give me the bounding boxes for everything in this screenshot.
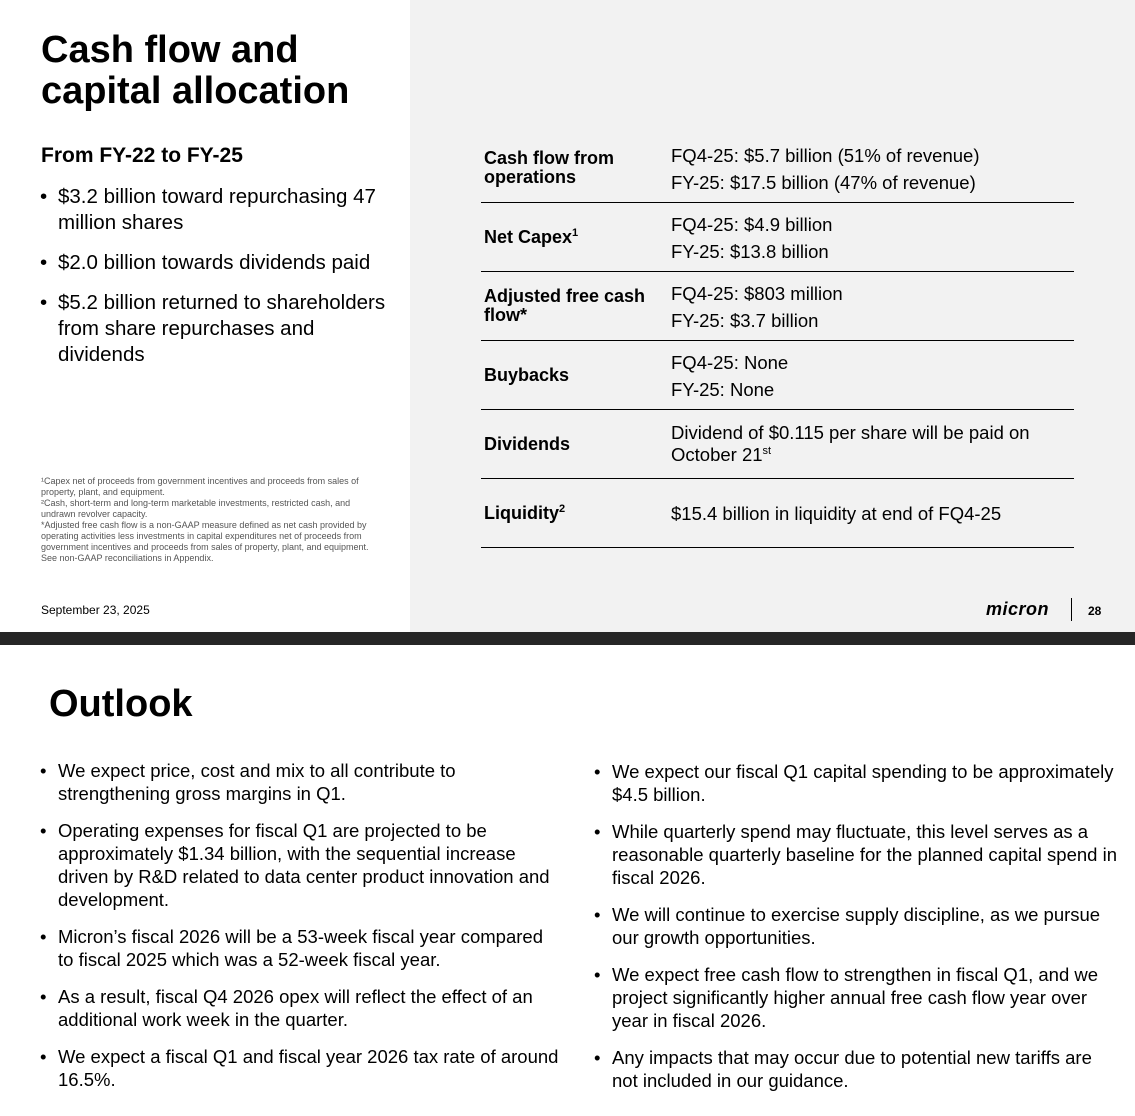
summary-bullet-list [40,184,400,382]
bullet-item: • As a result, fiscal Q4 2026 opex will reflect the effect of an additional work week in the quarter. [40,985,560,1031]
row-values [671,280,1071,334]
footnote: ²Cash, short-term and long-term marketable investments, restricted cash, and undrawn revolver capacity. [41,498,351,519]
footnotes [41,476,371,564]
slide-title: Cash flow and capital allocation [41,29,350,112]
table-row-net-capex [481,203,1074,272]
row-value: FY-25: $17.5 billion (47% of revenue) [671,172,976,193]
micron-logo: micron [986,599,1050,619]
row-value: Dividend of $0.115 per share will be paid on October 21 [671,422,1030,465]
row-value: FY-25: $3.7 billion [671,310,819,331]
table-row-adjusted-fcf [481,272,1074,341]
outlook-slide [0,645,1135,1116]
row-label: Net Capex$^1$ [484,227,579,247]
bullet-item: • $5.2 billion returned to shareholders from share repurchases and dividends [40,290,400,368]
table-row-dividends [481,410,1074,479]
row-values [671,142,1071,196]
outlook-left-bullets [40,759,560,1105]
row-value: FQ4-25: $5.7 billion (51% of revenue) [671,145,980,166]
bullet-item: • $3.2 billion toward repurchasing 47 million shares [40,184,400,236]
bullet-item: • While quarterly spend may fluctuate, this level serves as a reasonable quarterly baseline for the planned capital spend in fiscal 2026. [594,820,1119,889]
bullet-item: • We expect free cash flow to strengthen in fiscal Q1, and we project significantly higher annual free cash flow year over year in fiscal 2026. [594,963,1119,1032]
slide-subtitle: From FY-22 to FY-25 [41,144,243,167]
bullet-item: • Any impacts that may occur due to potential new tariffs are not included in our guidance. [594,1046,1119,1092]
bullet-item: • We expect our fiscal Q1 capital spending to be approximately $4.5 billion. [594,760,1119,806]
row-label: Buybacks [484,365,570,385]
slide-title: Outlook [49,683,193,725]
row-value: FY-25: None [671,379,775,400]
row-value: $15.4 billion in liquidity at end of FQ4-25 [671,503,1002,524]
page-number: 28 [1088,604,1102,618]
bullet-item: • We will continue to exercise supply discipline, as we pursue our growth opportunities. [594,903,1119,949]
row-label: Cash flow from operations [484,148,615,187]
bullet-item: • Micron’s fiscal 2026 will be a 53-week fiscal year compared to fiscal 2025 which was a 52-week fiscal year. [40,925,560,971]
table-row-buybacks [481,341,1074,410]
bullet-item: • $2.0 billion towards dividends paid [40,250,400,276]
row-value: FY-25: $13.8 billion [671,241,829,262]
cash-flow-table [481,140,1074,548]
footnote: *Adjusted free cash flow is a non-GAAP measure defined as net cash provided by operating activities less investments in capital expenditures net of proceeds from government incentives and proceeds from sales of property, plant, and equipment. [41,520,369,552]
row-value: FQ4-25: $803 million [671,283,843,304]
row-values [671,422,1071,466]
row-label: Liquidity$^2$ [484,503,566,523]
footnote: ¹Capex net of proceeds from government incentives and proceeds from sales of property, plant, and equipment. [41,476,359,497]
row-values [671,500,1071,527]
bullet-item: • We expect a fiscal Q1 and fiscal year 2026 tax rate of around 16.5%. [40,1045,560,1091]
bullet-item: • We expect price, cost and mix to all contribute to strengthening gross margins in Q1. [40,759,560,805]
bullet-item: • Operating expenses for fiscal Q1 are projected to be approximately $1.34 billion, with the sequential increase driven by R&D related to data center product innovation and development. [40,819,560,911]
footnote-marker: 2 [559,503,566,515]
row-value: FQ4-25: None [671,352,789,373]
table-row-cash-flow-operations [481,140,1074,203]
row-values [671,211,1071,265]
footnote: See non-GAAP reconciliations in Appendix. [41,553,214,563]
table-row-liquidity [481,479,1074,548]
slide-date: September 23, 2025 [41,603,150,617]
row-values [671,349,1071,403]
logo-divider [1071,598,1072,621]
footnote-marker: 1 [572,227,579,239]
row-label: Adjusted free cash flow* [484,286,646,325]
ordinal-suffix: st [762,444,772,457]
slide-separator [0,632,1135,645]
row-value: FQ4-25: $4.9 billion [671,214,833,235]
outlook-right-bullets [594,760,1119,1106]
row-label: Dividends [484,434,571,454]
